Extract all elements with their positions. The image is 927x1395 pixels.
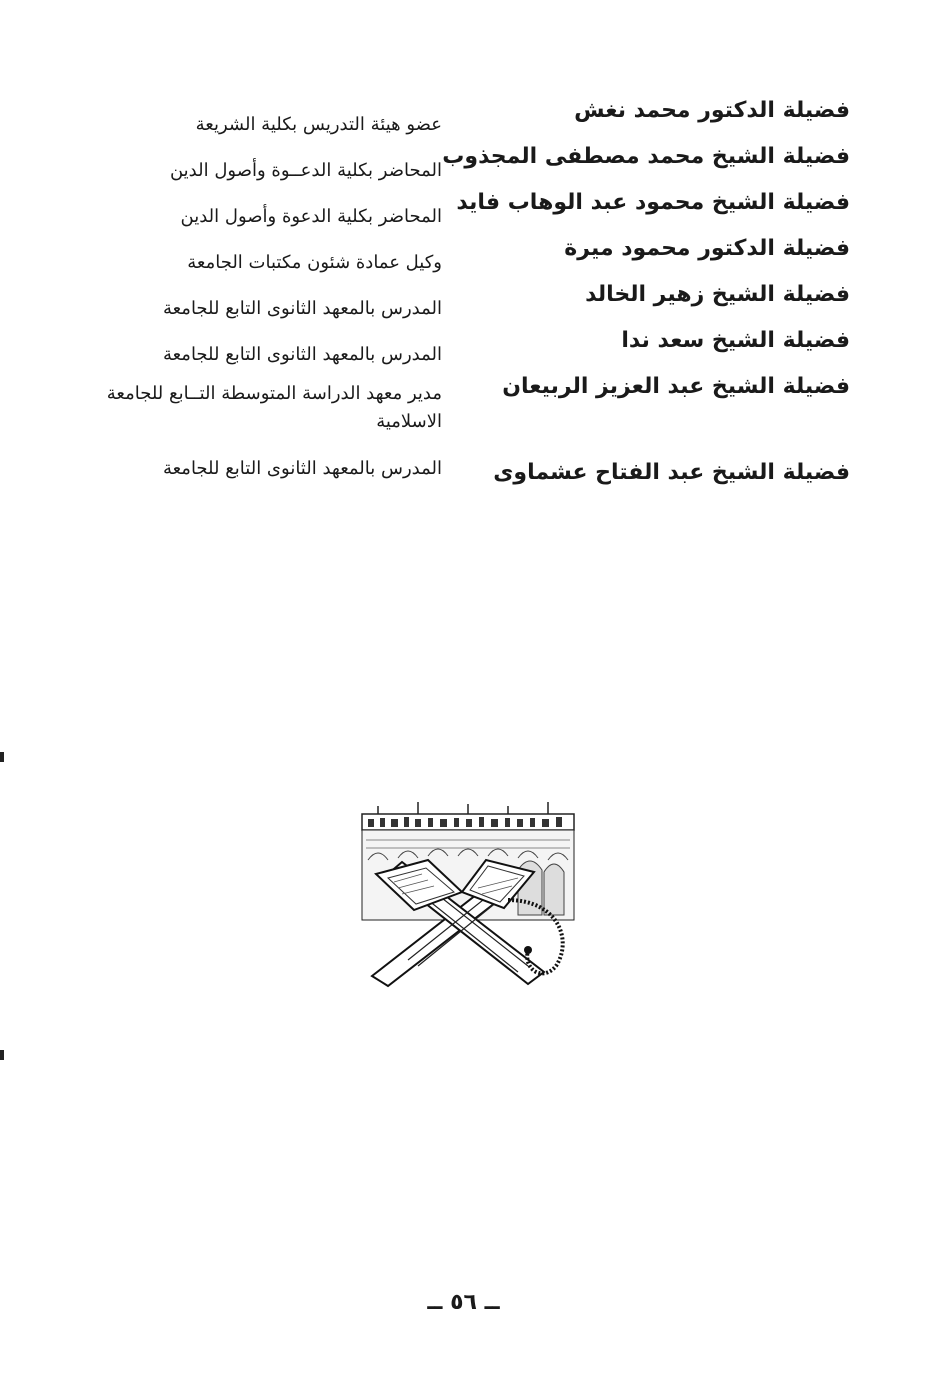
- names-column: [442, 88, 850, 496]
- person-name: فضيلة الشيخ محمود عبد الوهاب فايد: [456, 190, 850, 215]
- person-title: المحاضر بكلية الدعوة وأصول الدين: [180, 206, 442, 227]
- person-name: فضيلة الدكتور محمود ميرة: [564, 236, 850, 261]
- edge-mark: [0, 752, 4, 762]
- page-number: ــ ٥٦ ــ: [427, 1290, 500, 1315]
- row-spacer: [470, 410, 850, 450]
- person-title: المدرس بالمعهد الثانوى التابع للجامعة: [162, 344, 442, 365]
- edge-mark: [0, 1050, 4, 1060]
- titles-column: [80, 102, 442, 492]
- quran-on-stand-illustration: [358, 800, 578, 990]
- person-title: المحاضر بكلية الدعــوة وأصول الدين: [169, 160, 442, 181]
- person-name: فضيلة الشيخ عبد العزيز الربيعان: [502, 374, 850, 399]
- person-name: فضيلة الشيخ عبد الفتاح عشماوى: [493, 460, 850, 485]
- person-name: فضيلة الشيخ محمد مصطفى المجذوب: [442, 144, 850, 169]
- person-title: مدير معهد الدراسة المتوسطة التــابع للجامعة الاسلامية: [106, 383, 442, 432]
- person-name: فضيلة الدكتور محمد نغش: [574, 98, 850, 123]
- person-title: المدرس بالمعهد الثانوى التابع للجامعة: [162, 298, 442, 319]
- person-title: عضو هيئة التدريس بكلية الشريعة: [195, 114, 442, 135]
- person-name: فضيلة الشيخ سعد ندا: [621, 328, 850, 353]
- person-title: وكيل عمادة شئون مكتبات الجامعة: [187, 252, 442, 273]
- person-title: المدرس بالمعهد الثانوى التابع للجامعة: [162, 458, 442, 479]
- person-name: فضيلة الشيخ زهير الخالد: [585, 282, 850, 307]
